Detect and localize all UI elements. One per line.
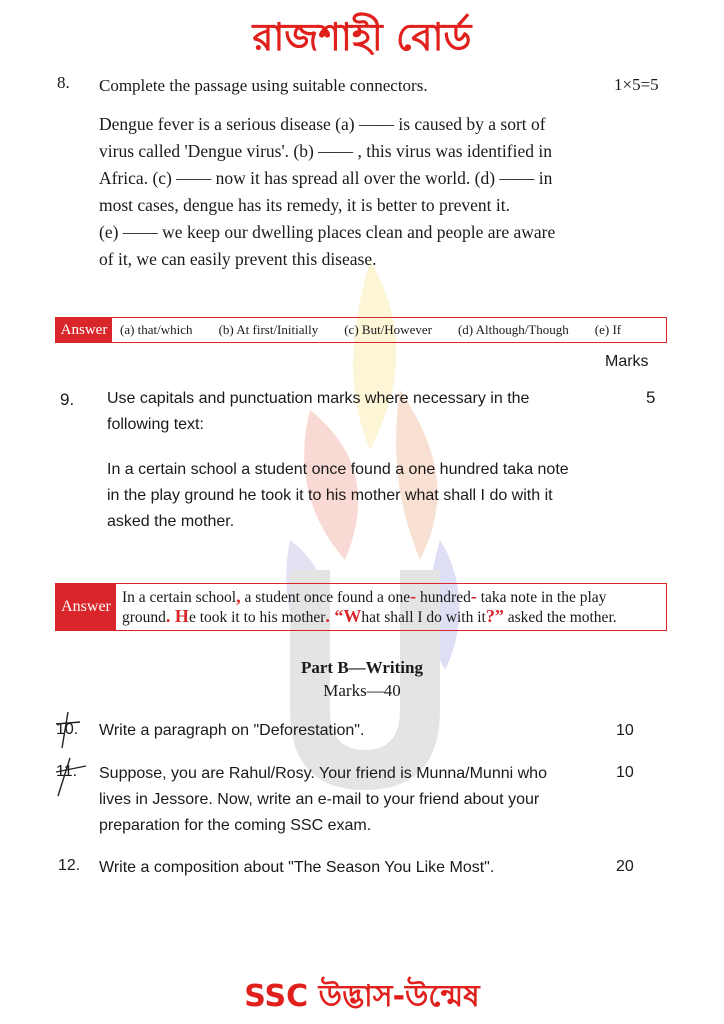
q9-text-line: asked the mother. <box>107 513 235 530</box>
inserted-hyphen: - <box>470 586 477 606</box>
q9-text <box>107 457 597 535</box>
q8-marks: 1×5=5 <box>614 75 659 94</box>
answer-text-segment: In a certain school <box>122 589 237 606</box>
q9-text-line: In a certain school a student once found a one hundred taka note <box>107 461 569 478</box>
passage-line: of it, we can easily prevent this disease. <box>99 249 377 269</box>
answer-text-segment: a student once found a one <box>240 589 411 606</box>
inserted-quote: “W <box>329 606 362 626</box>
q8-passage <box>99 111 585 273</box>
inserted-comma: , <box>236 586 241 606</box>
answer-item: (b) At first/Initially <box>218 322 319 337</box>
answer-item: (a) that/which <box>120 322 193 337</box>
passage-line: virus called 'Dengue virus'. (b) —— , this virus was identified in <box>99 141 552 161</box>
answer-item: (e) If <box>594 322 622 337</box>
answer-text-segment: taka note in the play <box>476 589 607 606</box>
board-title: রাজশাহী বোর্ড <box>252 15 472 59</box>
q9-answer-text <box>116 584 623 630</box>
inserted-question-quote: ?” <box>485 606 504 626</box>
answer-text-segment: hat shall I do with it <box>361 609 486 626</box>
q9-marks: 5 <box>646 388 656 407</box>
q11-marks: 10 <box>616 764 634 781</box>
q12-text: Write a composition about "The Season You Like Most". <box>99 859 495 876</box>
passage-line: Dengue fever is a serious disease (a) —— is caused by a sort of <box>99 114 546 134</box>
inserted-hyphen: - <box>410 586 417 606</box>
passage-line: most cases, dengue has its remedy, it is better to prevent it. <box>99 195 510 215</box>
q9-instruction-line: following text: <box>107 416 204 433</box>
q8-instruction: Complete the passage using suitable connectors. <box>99 76 428 95</box>
q11-line: preparation for the coming SSC exam. <box>99 817 372 834</box>
passage-line: (e) —— we keep our dwelling places clean and people are aware <box>99 222 556 242</box>
inserted-period: . <box>325 606 330 626</box>
q9-text-line: in the play ground he took it to his mother what shall I do with it <box>107 487 553 504</box>
capitalized-letter: H <box>170 606 189 626</box>
passage-line: Africa. (c) —— now it has spread all over the world. (d) —— in <box>99 168 553 188</box>
answer-label: Answer <box>56 584 116 630</box>
q8-number: 8. <box>57 73 70 92</box>
q8-answer-list <box>112 318 621 342</box>
part-b-title: Part B—Writing <box>301 658 423 677</box>
q8-answer-box <box>55 317 667 343</box>
q9-instruction <box>107 386 587 438</box>
q11-line: lives in Jessore. Now, write an e-mail to your friend about your <box>99 791 540 808</box>
q10-text: Write a paragraph on "Deforestation". <box>99 722 365 739</box>
q11-text <box>99 761 599 839</box>
q12-number: 12. <box>58 857 81 874</box>
q9-number: 9. <box>60 390 75 409</box>
q9-answer-box <box>55 583 667 631</box>
q10-number: 10. <box>56 721 79 738</box>
pen-mark-icon <box>50 708 100 798</box>
q10-marks: 10 <box>616 722 634 739</box>
answer-item: (d) Although/Though <box>457 322 569 337</box>
inserted-period: . <box>165 606 171 626</box>
part-b-marks: Marks—40 <box>323 681 401 700</box>
answer-item: (c) But/However <box>344 322 432 337</box>
marks-header: Marks <box>605 353 649 370</box>
q9-instruction-line: Use capitals and punctuation marks where necessary in the <box>107 390 530 407</box>
q11-number: 11. <box>56 763 78 780</box>
footer-brand: SSC উদ্ভাস-উন্মেষ <box>244 979 480 1014</box>
q12-marks: 20 <box>616 858 634 875</box>
answer-text-segment: hundred <box>416 589 471 606</box>
answer-text-segment: e took it to his mother <box>188 609 326 626</box>
answer-text-segment: asked the mother. <box>503 609 617 626</box>
answer-label: Answer <box>56 318 112 342</box>
answer-text-segment: ground <box>122 609 166 626</box>
q11-line: Suppose, you are Rahul/Rosy. Your friend is Munna/Munni who <box>99 765 547 782</box>
